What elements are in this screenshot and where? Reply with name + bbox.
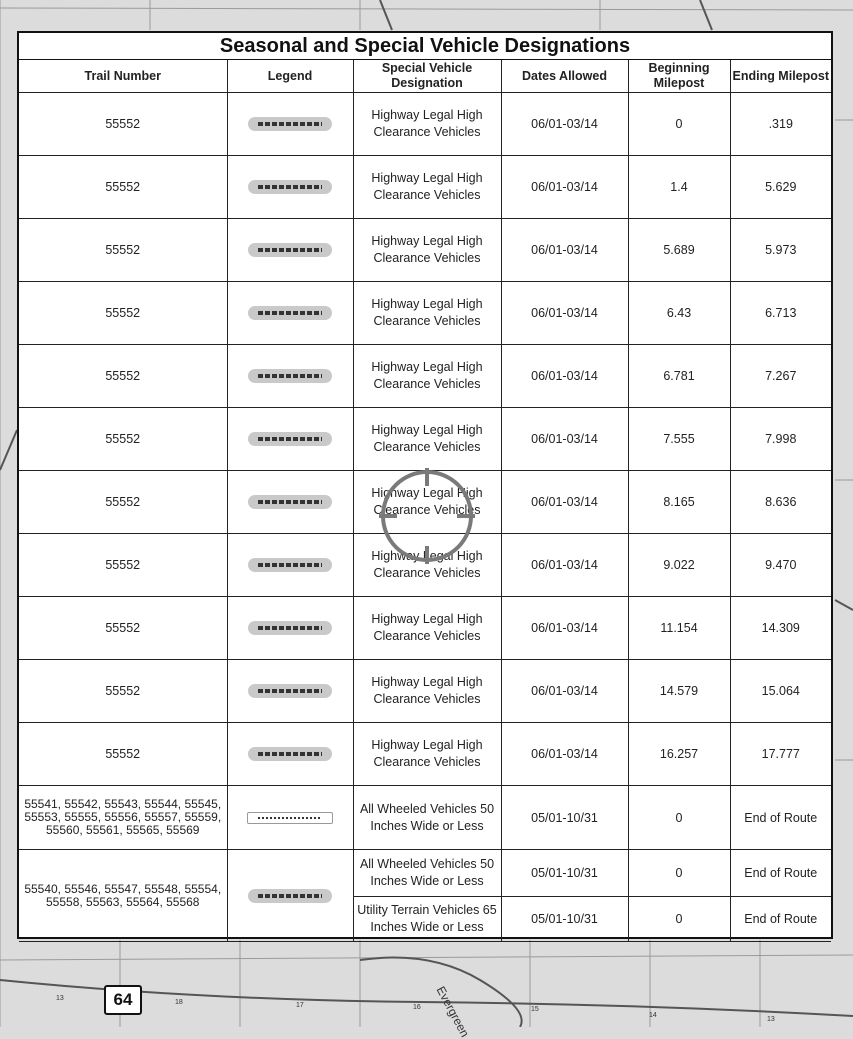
dashed-line-swatch (248, 180, 332, 194)
beginning-milepost: 11.154 (628, 597, 730, 660)
beginning-milepost: 6.781 (628, 345, 730, 408)
header-row (19, 60, 831, 93)
table-row-group-a (19, 786, 831, 850)
table-row (19, 156, 831, 219)
designation: Highway Legal High Clearance Vehicles (353, 219, 501, 282)
dates-allowed: 05/01-10/31 (501, 786, 628, 850)
section-label: 14 (649, 1012, 657, 1019)
beginning-milepost: 0 (628, 786, 730, 850)
designation: Highway Legal High Clearance Vehicles (353, 471, 501, 534)
trail-number: 55552 (19, 345, 227, 408)
table-body (19, 93, 831, 942)
beginning-milepost: 9.022 (628, 534, 730, 597)
ending-milepost: End of Route (730, 897, 831, 942)
beginning-milepost: 0 (628, 850, 730, 897)
section-label: 13 (767, 1016, 775, 1023)
header-beginning-milepost: Beginning Milepost (628, 60, 730, 93)
trail-number: 55552 (19, 471, 227, 534)
table-row-group-b-1 (19, 850, 831, 897)
ending-milepost: 7.267 (730, 345, 831, 408)
designation: Highway Legal High Clearance Vehicles (353, 282, 501, 345)
dashed-line-swatch (248, 306, 332, 320)
ending-milepost: 6.713 (730, 282, 831, 345)
designation: All Wheeled Vehicles 50 Inches Wide or Less (353, 786, 501, 850)
table-row (19, 219, 831, 282)
dashed-line-swatch (248, 684, 332, 698)
trail-number: 55552 (19, 534, 227, 597)
legend-cell (227, 282, 353, 345)
beginning-milepost: 1.4 (628, 156, 730, 219)
trail-number: 55552 (19, 660, 227, 723)
legend-cell (227, 597, 353, 660)
table-row (19, 471, 831, 534)
ending-milepost: .319 (730, 93, 831, 156)
designation: Highway Legal High Clearance Vehicles (353, 408, 501, 471)
designation: All Wheeled Vehicles 50 Inches Wide or Less (353, 850, 501, 897)
designations-table (19, 60, 831, 942)
table-title: Seasonal and Special Vehicle Designations (19, 33, 831, 60)
ending-milepost: 8.636 (730, 471, 831, 534)
ending-milepost: 14.309 (730, 597, 831, 660)
section-label: 18 (175, 999, 183, 1006)
legend-cell (227, 723, 353, 786)
table-row (19, 408, 831, 471)
route-64-shield-icon: 64 (104, 985, 142, 1015)
dashed-line-swatch (248, 495, 332, 509)
dashed-line-swatch (248, 117, 332, 131)
trail-numbers-group-b: 55540, 55546, 55547, 55548, 55554, 55558, 55563, 55564, 55568 (19, 850, 227, 942)
header-dates-allowed: Dates Allowed (501, 60, 628, 93)
dates-allowed: 06/01-03/14 (501, 156, 628, 219)
dates-allowed: 06/01-03/14 (501, 471, 628, 534)
ending-milepost: 17.777 (730, 723, 831, 786)
trail-number: 55552 (19, 219, 227, 282)
trail-number: 55552 (19, 597, 227, 660)
dates-allowed: 06/01-03/14 (501, 597, 628, 660)
table-row (19, 660, 831, 723)
designation: Highway Legal High Clearance Vehicles (353, 534, 501, 597)
header-trail-number: Trail Number (19, 60, 227, 93)
section-label: 17 (296, 1002, 304, 1009)
ending-milepost: 7.998 (730, 408, 831, 471)
section-label: 15 (531, 1006, 539, 1013)
legend-cell (227, 786, 353, 850)
dashed-line-swatch (248, 558, 332, 572)
dates-allowed: 06/01-03/14 (501, 723, 628, 786)
table-row (19, 723, 831, 786)
designation: Utility Terrain Vehicles 65 Inches Wide or Less (353, 897, 501, 942)
trail-numbers-group-a: 55541, 55542, 55543, 55544, 55545, 55553, 55555, 55556, 55557, 55559, 55560, 55561, 55565, 55569 (19, 786, 227, 850)
beginning-milepost: 0 (628, 897, 730, 942)
trail-number: 55552 (19, 156, 227, 219)
dates-allowed: 06/01-03/14 (501, 282, 628, 345)
dates-allowed: 05/01-10/31 (501, 897, 628, 942)
legend-cell (227, 471, 353, 534)
dashed-line-swatch (248, 747, 332, 761)
beginning-milepost: 8.165 (628, 471, 730, 534)
designation: Highway Legal High Clearance Vehicles (353, 345, 501, 408)
designation: Highway Legal High Clearance Vehicles (353, 156, 501, 219)
legend-cell (227, 534, 353, 597)
beginning-milepost: 7.555 (628, 408, 730, 471)
table-row (19, 534, 831, 597)
ending-milepost: 9.470 (730, 534, 831, 597)
section-label: 13 (56, 995, 64, 1002)
table-row (19, 282, 831, 345)
dashed-line-swatch (248, 369, 332, 383)
ending-milepost: End of Route (730, 786, 831, 850)
trail-number: 55552 (19, 282, 227, 345)
header-special-vehicle-designation: Special Vehicle Designation (353, 60, 501, 93)
trail-number: 55552 (19, 408, 227, 471)
dates-allowed: 06/01-03/14 (501, 408, 628, 471)
legend-cell (227, 219, 353, 282)
dashed-line-swatch (248, 432, 332, 446)
beginning-milepost: 6.43 (628, 282, 730, 345)
designation: Highway Legal High Clearance Vehicles (353, 93, 501, 156)
road-label-evergreen: Evergreen (433, 984, 472, 1039)
ending-milepost: 5.973 (730, 219, 831, 282)
ending-milepost: 5.629 (730, 156, 831, 219)
legend-cell (227, 850, 353, 942)
ending-milepost: 15.064 (730, 660, 831, 723)
beginning-milepost: 0 (628, 93, 730, 156)
beginning-milepost: 5.689 (628, 219, 730, 282)
header-legend: Legend (227, 60, 353, 93)
trail-number: 55552 (19, 723, 227, 786)
dashed-line-swatch (248, 243, 332, 257)
designation: Highway Legal High Clearance Vehicles (353, 660, 501, 723)
header-ending-milepost: Ending Milepost (730, 60, 831, 93)
designation: Highway Legal High Clearance Vehicles (353, 723, 501, 786)
legend-cell (227, 660, 353, 723)
dates-allowed: 06/01-03/14 (501, 660, 628, 723)
table-row (19, 93, 831, 156)
dotted-line-swatch (247, 812, 333, 824)
dates-allowed: 06/01-03/14 (501, 345, 628, 408)
dashed-line-swatch (248, 889, 332, 903)
legend-cell (227, 408, 353, 471)
table-row (19, 597, 831, 660)
dates-allowed: 06/01-03/14 (501, 219, 628, 282)
beginning-milepost: 14.579 (628, 660, 730, 723)
table-row (19, 345, 831, 408)
dates-allowed: 06/01-03/14 (501, 93, 628, 156)
dates-allowed: 05/01-10/31 (501, 850, 628, 897)
section-label: 16 (413, 1004, 421, 1011)
beginning-milepost: 16.257 (628, 723, 730, 786)
dates-allowed: 06/01-03/14 (501, 534, 628, 597)
ending-milepost: End of Route (730, 850, 831, 897)
designation: Highway Legal High Clearance Vehicles (353, 597, 501, 660)
trail-number: 55552 (19, 93, 227, 156)
legend-cell (227, 93, 353, 156)
designations-table-panel (17, 31, 833, 939)
dashed-line-swatch (248, 621, 332, 635)
legend-cell (227, 345, 353, 408)
legend-cell (227, 156, 353, 219)
